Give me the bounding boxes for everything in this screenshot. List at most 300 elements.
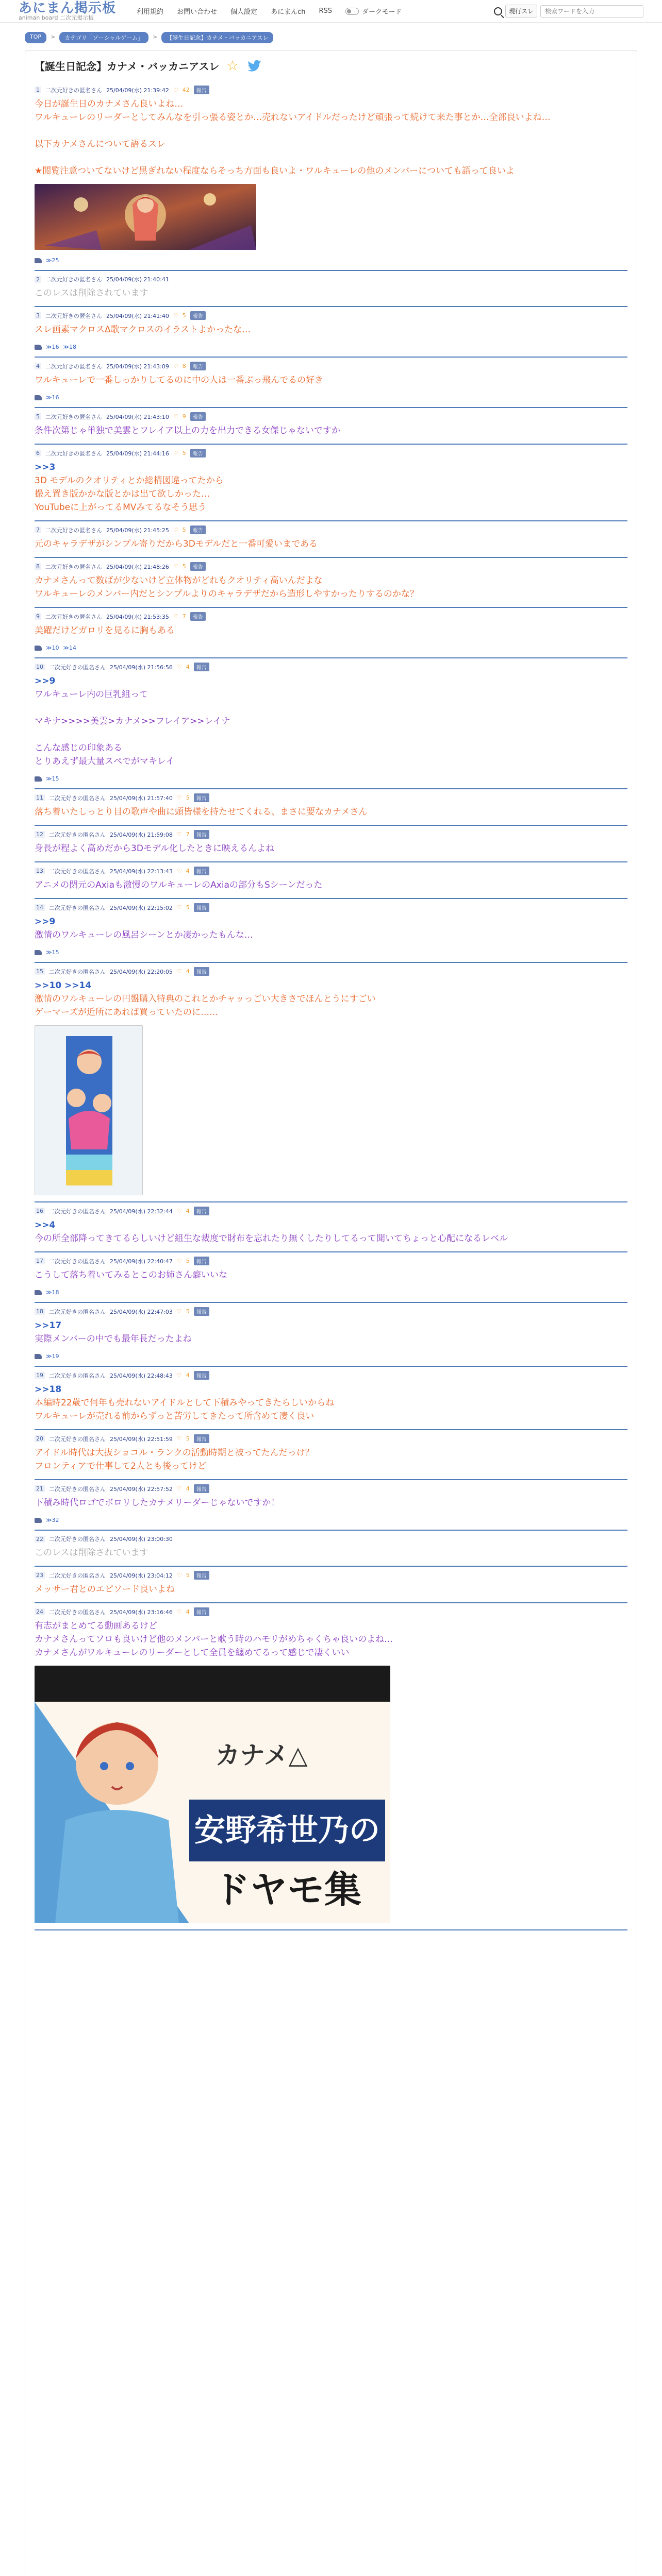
like-count: 5 xyxy=(182,450,186,456)
reply-row xyxy=(35,257,627,264)
post xyxy=(35,658,627,789)
report-button[interactable]: 報告 xyxy=(194,1207,209,1215)
post-number[interactable]: 17 xyxy=(35,1258,45,1264)
post-body-line: このレスは削除されています xyxy=(35,1548,148,1558)
post-date: 25/04/09(水) 23:16:46 xyxy=(110,1608,173,1616)
post-date: 25/04/09(水) 22:47:03 xyxy=(110,1308,173,1315)
post xyxy=(35,1202,627,1252)
post-body-line: 3D モデルのクオリティとか総構図違ってたから xyxy=(35,476,224,486)
post-meta xyxy=(35,362,627,370)
post-author: 二次元好きの匿名さん xyxy=(45,413,102,420)
report-button[interactable]: 報告 xyxy=(194,967,209,976)
post-number[interactable]: 2 xyxy=(35,276,41,283)
post xyxy=(35,81,627,271)
reply-row xyxy=(35,394,627,401)
reply-link[interactable]: ≫18 xyxy=(46,1289,59,1296)
post-body-line: 実際メンバーの中でも最年長だったよね xyxy=(35,1334,192,1344)
nav-animanch[interactable]: あにまんch xyxy=(271,8,306,16)
reply-link[interactable]: ≫19 xyxy=(46,1353,59,1360)
reply-row xyxy=(35,949,627,956)
report-button[interactable]: 報告 xyxy=(194,1434,209,1443)
reply-link[interactable]: ≫14 xyxy=(63,645,77,651)
twitter-bird-icon[interactable] xyxy=(247,60,261,72)
post-body-line: カナメさんってソロも良いけど他のメンバーと歌う時のハモリがめちゃくちゃ良いのよね… xyxy=(35,1634,393,1645)
post-meta xyxy=(35,1257,627,1265)
post-author: 二次元好きの匿名さん xyxy=(49,968,106,975)
like-icon[interactable]: ♡ xyxy=(176,1485,182,1492)
reply-icon xyxy=(35,1354,42,1359)
reply-link[interactable]: ≫15 xyxy=(46,949,59,956)
post-body-line xyxy=(35,151,627,164)
post-meta xyxy=(35,867,627,875)
reply-row xyxy=(35,1289,627,1296)
post-meta xyxy=(35,1207,627,1215)
post-number[interactable]: 14 xyxy=(35,904,45,911)
post-meta xyxy=(35,526,627,534)
post xyxy=(35,408,627,445)
favorite-star-icon[interactable]: ☆ xyxy=(226,58,239,74)
post-body-line: 本編時22歳で何年も売れないアイドルとして下積みやってきたらしいからね xyxy=(35,1398,335,1408)
reply-icon xyxy=(35,776,42,782)
image-caption-1: カナメ△ xyxy=(215,1741,308,1770)
post-body-line: ワルキューレのメンバー内だとシンプルよりのキャラデザだから造形しやすかったりするのかな？ xyxy=(35,589,419,599)
post-body-line xyxy=(35,701,627,715)
post-date: 25/04/09(水) 21:45:25 xyxy=(106,527,169,534)
post xyxy=(35,521,627,558)
post-meta xyxy=(35,1434,627,1443)
post-meta xyxy=(35,830,627,839)
like-count: 8 xyxy=(182,363,186,369)
reply-icon xyxy=(35,345,42,350)
post-body-line: 下積み時代ロゴでボロリしたカナメリーダーじゃないですか！ xyxy=(35,1498,280,1508)
like-count: 9 xyxy=(182,413,186,420)
post xyxy=(35,862,627,899)
reply-row xyxy=(35,775,627,782)
like-count: 5 xyxy=(186,1308,190,1315)
nav-settings[interactable]: 個人設定 xyxy=(230,8,258,16)
reply-row xyxy=(35,344,627,350)
reply-row xyxy=(35,1353,627,1360)
post xyxy=(35,826,627,862)
like-count: 4 xyxy=(186,1485,190,1492)
logo-subtitle: animan board 二次元掲示板 xyxy=(19,14,94,21)
post-author: 二次元好きの匿名さん xyxy=(49,868,106,875)
report-button[interactable]: 報告 xyxy=(190,362,206,370)
post-number[interactable]: 3 xyxy=(35,312,41,319)
like-count: 7 xyxy=(182,613,186,620)
like-count: 5 xyxy=(186,1572,190,1579)
post-meta xyxy=(35,1535,627,1543)
dark-mode-toggle[interactable] xyxy=(345,6,402,16)
post-body-line: ゲーマーズが近所にあれば買っていたのに…… xyxy=(35,1007,219,1018)
report-button[interactable]: 報告 xyxy=(194,1484,209,1493)
post xyxy=(35,558,627,608)
like-icon[interactable]: ♡ xyxy=(173,563,178,570)
like-icon[interactable]: ♡ xyxy=(173,363,178,369)
post-author: 二次元好きの匿名さん xyxy=(49,1372,106,1379)
post-author: 二次元好きの匿名さん xyxy=(49,1435,106,1443)
reply-link[interactable]: ≫18 xyxy=(63,344,77,350)
post-body-line: このレスは削除されています xyxy=(35,288,148,298)
like-icon[interactable]: ♡ xyxy=(176,1258,182,1264)
post-body-line: 激情のワルキューレの円盤購入特典のこれとかチャッっごい大きさでほんとうにすごい xyxy=(35,994,376,1004)
post-body-line: カナメさんがワルキューレのリーダーとして全員を纏めてるって感じで凄くいい xyxy=(35,1648,350,1658)
like-icon[interactable]: ♡ xyxy=(176,868,182,874)
post-body-line: 条件次第じゃ単独で美雲とフレイア以上の力を出力できる女傑じゃないですか xyxy=(35,426,340,436)
breadcrumb-separator: > xyxy=(51,33,56,40)
post-date: 25/04/09(水) 21:39:42 xyxy=(106,87,169,94)
post-meta xyxy=(35,1484,627,1493)
post-body-line: こんな感じの印象ある xyxy=(35,743,122,753)
post xyxy=(35,1252,627,1303)
like-count: 4 xyxy=(186,664,190,670)
post-body-line xyxy=(35,728,627,741)
post-body-line: 元のキャラデザがシンプル寄りだから3Dモデルだと一番可愛いまである xyxy=(35,539,318,549)
report-button[interactable]: 報告 xyxy=(194,1371,209,1380)
anchor-link[interactable]: >>18 xyxy=(35,1384,62,1395)
post-meta xyxy=(35,1371,627,1380)
report-button[interactable]: 報告 xyxy=(194,830,209,839)
reply-link[interactable]: ≫16 xyxy=(46,394,59,401)
post-author: 二次元好きの匿名さん xyxy=(45,613,102,620)
header-nav xyxy=(137,6,402,16)
reply-icon xyxy=(35,646,42,651)
report-button[interactable]: 報告 xyxy=(194,1571,209,1580)
breadcrumb-separator: > xyxy=(153,33,158,40)
post xyxy=(35,789,627,826)
reply-link[interactable]: ≫25 xyxy=(46,257,59,264)
like-count: 4 xyxy=(186,1208,190,1214)
like-count: 5 xyxy=(182,527,186,533)
post-body-line: 有志がまとめてる動画あるけど xyxy=(35,1621,157,1631)
post-author: 二次元好きの匿名さん xyxy=(49,794,106,802)
post-meta xyxy=(35,612,627,621)
post-meta xyxy=(35,903,627,912)
reply-row xyxy=(35,645,627,651)
report-button[interactable]: 報告 xyxy=(194,663,209,671)
post-number[interactable]: 20 xyxy=(35,1435,45,1442)
breadcrumb-category[interactable]: カテゴリ「ソーシャルゲーム」 xyxy=(59,32,148,43)
post-body-line: ワルキューレ内の巨乳組って xyxy=(35,689,148,700)
post-author: 二次元好きの匿名さん xyxy=(45,563,102,570)
anchor-link[interactable]: >>9 xyxy=(35,917,56,927)
post-body-line: マキナ>>>>美雲>カナメ>>フレイア>>レイナ xyxy=(35,716,230,726)
post-date: 25/04/09(水) 21:53:35 xyxy=(106,613,169,620)
like-icon[interactable]: ♡ xyxy=(176,1208,182,1214)
post-number[interactable]: 6 xyxy=(35,450,41,456)
post-author: 二次元好きの匿名さん xyxy=(49,664,106,671)
breadcrumb-thread[interactable]: 【誕生日記念】カナメ・バッカニアスレ xyxy=(161,32,273,43)
post-number[interactable]: 12 xyxy=(35,831,45,838)
post-image[interactable] xyxy=(35,1025,143,1195)
report-button[interactable]: 報告 xyxy=(194,1607,209,1616)
like-count: 5 xyxy=(186,1258,190,1264)
report-button[interactable]: 報告 xyxy=(190,526,206,534)
post xyxy=(35,1480,627,1531)
post-number[interactable]: 7 xyxy=(35,527,41,533)
post-body-line: アイドル時代は大抜ショコル・ランクの活動時期と被ってたんだっけ？ xyxy=(35,1448,314,1458)
post-meta xyxy=(35,275,627,283)
post-author: 二次元好きの匿名さん xyxy=(45,312,102,319)
report-button[interactable]: 報告 xyxy=(190,612,206,621)
site-logo[interactable] xyxy=(19,2,116,21)
report-button[interactable]: 報告 xyxy=(194,867,209,875)
post-image[interactable] xyxy=(35,1666,390,1923)
reply-row xyxy=(35,1517,627,1523)
post-number[interactable]: 23 xyxy=(35,1572,45,1579)
post-meta xyxy=(35,663,627,671)
post-number[interactable]: 9 xyxy=(35,613,41,620)
logo-title[interactable]: あにまん掲示板 xyxy=(19,0,117,16)
search-area xyxy=(494,5,643,18)
like-count: 5 xyxy=(182,312,186,319)
post-meta xyxy=(35,1607,627,1616)
post-body-line: とりあえず最大量スペでがマキレイ xyxy=(35,756,174,767)
search-input[interactable] xyxy=(540,5,643,18)
like-icon[interactable]: ♡ xyxy=(176,1308,182,1315)
report-button[interactable]: 報告 xyxy=(194,86,209,94)
post xyxy=(35,1430,627,1480)
reply-icon xyxy=(35,1518,42,1523)
anchor-link[interactable]: >>10 >>14 xyxy=(35,980,92,991)
post-date: 25/04/09(水) 21:41:40 xyxy=(106,312,169,319)
report-button[interactable]: 報告 xyxy=(190,449,206,457)
post-body-line: ワルキューレが売れる前からずっと苦労してきたって所含めて凄く良い xyxy=(35,1411,315,1421)
dark-mode-label: ダークモード xyxy=(362,8,402,16)
post-body-line: 激情のワルキューレの風呂シーンとか凄かったもんな… xyxy=(35,930,253,940)
site-header xyxy=(0,0,662,23)
post xyxy=(35,271,627,307)
post-number[interactable]: 16 xyxy=(35,1208,45,1214)
anchor-link[interactable]: >>4 xyxy=(35,1220,56,1230)
report-button[interactable]: 報告 xyxy=(194,1257,209,1265)
post-date: 25/04/09(水) 22:13:43 xyxy=(110,868,173,875)
post-author: 二次元好きの匿名さん xyxy=(49,831,106,838)
post-date: 25/04/09(水) 21:43:09 xyxy=(106,363,169,370)
post-date: 25/04/09(水) 22:15:02 xyxy=(110,904,173,911)
post-number[interactable]: 11 xyxy=(35,794,45,801)
thread-title: 【誕生日記念】カナメ・バッカニアスレ xyxy=(35,60,220,73)
report-button[interactable]: 報告 xyxy=(190,562,206,571)
like-icon[interactable]: ♡ xyxy=(173,527,178,533)
post-number[interactable]: 10 xyxy=(35,664,45,670)
post-meta xyxy=(35,1307,627,1316)
anchor-link[interactable]: >>9 xyxy=(35,676,56,686)
post-meta xyxy=(35,311,627,320)
post-body-line: 今日が誕生日のカナメさん良いよね… xyxy=(35,99,184,109)
breadcrumb-top[interactable]: TOP xyxy=(25,32,46,43)
like-icon[interactable]: ♡ xyxy=(176,904,182,911)
post-date: 25/04/09(水) 21:43:10 xyxy=(106,413,169,420)
anchor-link[interactable]: >>17 xyxy=(35,1320,62,1331)
like-icon[interactable]: ♡ xyxy=(176,1608,182,1615)
post-author: 二次元好きの匿名さん xyxy=(45,276,102,283)
post-list xyxy=(35,81,627,1930)
post-date: 25/04/09(水) 21:56:56 xyxy=(110,664,173,671)
post xyxy=(35,358,627,408)
post-body-line: カナメさんって数ばが少ないけど立体物がどれもクオリティ高いんだよな xyxy=(35,575,323,586)
post-body-line: ワルキューレのリーダーとしてみんなを引っ張る姿とか…売れないアイドルだったけど頑張って続けて来た事とか…全部良いよね… xyxy=(35,112,551,123)
post-date: 25/04/09(水) 22:57:52 xyxy=(110,1485,173,1493)
like-count: 5 xyxy=(186,1435,190,1442)
illustration-image[interactable] xyxy=(35,184,256,250)
post-meta xyxy=(35,86,627,94)
post-author: 二次元好きの匿名さん xyxy=(49,1485,106,1493)
like-count: 4 xyxy=(186,1372,190,1379)
like-count: 42 xyxy=(182,87,190,93)
illustration-image[interactable] xyxy=(35,1666,390,1923)
image-caption-3: ドヤモ集 xyxy=(212,1868,362,1911)
reply-link[interactable]: ≫16 xyxy=(46,344,59,350)
post-number[interactable]: 19 xyxy=(35,1372,45,1379)
post-number[interactable]: 13 xyxy=(35,868,45,874)
reply-icon xyxy=(35,258,42,263)
post-body-line: 撮え置き版かかな版とかは出て欲しかった… xyxy=(35,489,210,499)
post-author: 二次元好きの匿名さん xyxy=(49,1308,106,1315)
like-count: 5 xyxy=(186,794,190,801)
post-image[interactable] xyxy=(35,184,256,250)
post-body-line xyxy=(35,124,627,138)
like-count: 7 xyxy=(186,831,190,838)
post-date: 25/04/09(水) 21:59:08 xyxy=(110,831,173,838)
post-body-line: 美躍だけどガロリを見るに胸もある xyxy=(35,625,175,636)
like-icon[interactable]: ♡ xyxy=(173,312,178,319)
like-count: 5 xyxy=(182,563,186,570)
thread-title-row xyxy=(35,58,627,73)
nav-terms[interactable]: 利用規約 xyxy=(137,8,164,16)
post-body-line: メッサー君とのエピソード良いよね xyxy=(35,1584,175,1595)
post xyxy=(35,445,627,521)
report-button[interactable]: 報告 xyxy=(194,793,209,802)
post-author: 二次元好きの匿名さん xyxy=(49,1608,106,1616)
post xyxy=(35,899,627,963)
report-button[interactable]: 報告 xyxy=(194,1307,209,1316)
like-icon[interactable]: ♡ xyxy=(173,450,178,456)
reply-link[interactable]: ≫32 xyxy=(46,1517,59,1523)
like-count: 4 xyxy=(186,868,190,874)
toggle-switch-icon[interactable] xyxy=(345,8,359,15)
post-author: 二次元好きの匿名さん xyxy=(45,527,102,534)
reply-link[interactable]: ≫10 xyxy=(46,645,59,651)
post-body-line: 身長が程よく高めだから3Dモデル化したときに映えるんよね xyxy=(35,843,275,854)
post xyxy=(35,1367,627,1430)
post xyxy=(35,1531,627,1567)
like-icon[interactable]: ♡ xyxy=(176,794,182,801)
reply-icon xyxy=(35,950,42,955)
illustration-image[interactable] xyxy=(35,1026,143,1195)
post-date: 25/04/09(水) 21:44:16 xyxy=(106,450,169,457)
nav-contact[interactable]: お問い合わせ xyxy=(177,8,218,16)
like-count: 4 xyxy=(186,968,190,975)
post-meta xyxy=(35,562,627,571)
reply-link[interactable]: ≫15 xyxy=(46,775,59,782)
post-meta xyxy=(35,1571,627,1580)
image-caption-2: 安野希世乃の xyxy=(194,1812,380,1849)
post-body-line: 今の所全部降ってきてるらしいけど組生な裁度で財布を忘れたり無くしたりしてるって聞いてちょっと心配になるレベル xyxy=(35,1233,508,1244)
post-author: 二次元好きの匿名さん xyxy=(45,87,102,94)
post-body-line: アニメの閉元のAxiaも激慢のワルキューレのAxiaの部分もSシーンだった xyxy=(35,880,323,890)
report-button[interactable]: 報告 xyxy=(190,311,206,320)
post-date: 25/04/09(水) 21:48:26 xyxy=(106,563,169,570)
post-number[interactable]: 4 xyxy=(35,363,41,369)
post-author: 二次元好きの匿名さん xyxy=(49,904,106,911)
anchor-link[interactable]: >>3 xyxy=(35,462,56,472)
post-date: 25/04/09(水) 22:51:59 xyxy=(110,1435,173,1443)
post-number[interactable]: 8 xyxy=(35,563,41,570)
like-icon[interactable]: ♡ xyxy=(176,831,182,838)
post-date: 25/04/09(水) 22:40:47 xyxy=(110,1258,173,1265)
post-number[interactable]: 21 xyxy=(35,1485,45,1492)
reply-icon xyxy=(35,395,42,400)
post-author: 二次元好きの匿名さん xyxy=(45,450,102,457)
post-date: 25/04/09(水) 22:32:44 xyxy=(110,1208,173,1215)
post xyxy=(35,1303,627,1367)
post xyxy=(35,1567,627,1603)
like-icon[interactable]: ♡ xyxy=(173,87,178,93)
post-meta xyxy=(35,412,627,421)
like-icon[interactable]: ♡ xyxy=(176,968,182,975)
reply-icon xyxy=(35,1290,42,1295)
post-number[interactable]: 24 xyxy=(35,1608,45,1615)
post xyxy=(35,963,627,1202)
post-number[interactable]: 22 xyxy=(35,1536,45,1543)
post-body-line: YouTubeに上がってるMVみてるなそう思う xyxy=(35,502,207,513)
post-number[interactable]: 5 xyxy=(35,413,41,420)
post-author: 二次元好きの匿名さん xyxy=(49,1258,106,1265)
post-date: 25/04/09(水) 21:40:41 xyxy=(106,276,169,283)
like-icon[interactable]: ♡ xyxy=(176,1372,182,1379)
like-icon[interactable]: ♡ xyxy=(173,413,178,420)
post-meta xyxy=(35,449,627,457)
post-date: 25/04/09(水) 22:48:43 xyxy=(110,1372,173,1379)
post-meta xyxy=(35,967,627,976)
thread-main xyxy=(25,50,637,2576)
search-icon[interactable] xyxy=(494,7,502,15)
post-number[interactable]: 15 xyxy=(35,968,45,975)
like-count: 4 xyxy=(186,1608,190,1615)
post xyxy=(35,608,627,658)
like-icon[interactable]: ♡ xyxy=(176,1572,182,1579)
report-button[interactable]: 報告 xyxy=(194,903,209,912)
post-body-line: フロンティアで仕事して2人とも後ってけど xyxy=(35,1461,206,1471)
breadcrumb xyxy=(0,23,662,43)
post-author: 二次元好きの匿名さん xyxy=(45,363,102,370)
post-number[interactable]: 18 xyxy=(35,1308,45,1315)
post-date: 25/04/09(水) 22:20:05 xyxy=(110,968,173,975)
post-body-line: 落ち着いたしっとり目の歌声や曲に頭皆様を持たせてくれる、まさに要なカナメさん xyxy=(35,807,368,817)
post-date: 25/04/09(水) 21:57:40 xyxy=(110,794,173,802)
post-body-line: ★閲覧注意ついてないけど黒ぎれない程度ならそっち方面も良いよ・ワルキューレの他のメンバーについても語って良いよ xyxy=(35,166,515,176)
like-icon[interactable]: ♡ xyxy=(173,613,178,620)
nav-rss[interactable]: RSS xyxy=(319,7,332,15)
post-author: 二次元好きの匿名さん xyxy=(49,1536,106,1543)
like-icon[interactable]: ♡ xyxy=(176,1435,182,1442)
post-author: 二次元好きの匿名さん xyxy=(49,1208,106,1215)
post-author: 二次元好きの匿名さん xyxy=(49,1572,106,1579)
like-icon[interactable]: ♡ xyxy=(176,664,182,670)
post-meta xyxy=(35,793,627,802)
post-number[interactable]: 1 xyxy=(35,87,41,93)
post-body-line: ワルキューレで一番しっかりしてるのに中の人は一番ぶっ飛んでるの好き xyxy=(35,375,324,385)
post-body-line: スレ画素マクロスΔ歌マクロスのイラストよかったな… xyxy=(35,325,251,335)
post-body-line: こうして落ち着いてみるとこのお姉さん癖いいな xyxy=(35,1270,227,1280)
search-scope-select[interactable]: 現行スレ xyxy=(505,5,537,18)
post xyxy=(35,1603,627,1930)
report-button[interactable]: 報告 xyxy=(190,412,206,421)
post-date: 25/04/09(水) 23:00:30 xyxy=(110,1536,173,1543)
post-body-line: 以下カナメさんについて語るスレ xyxy=(35,139,166,149)
post xyxy=(35,307,627,358)
